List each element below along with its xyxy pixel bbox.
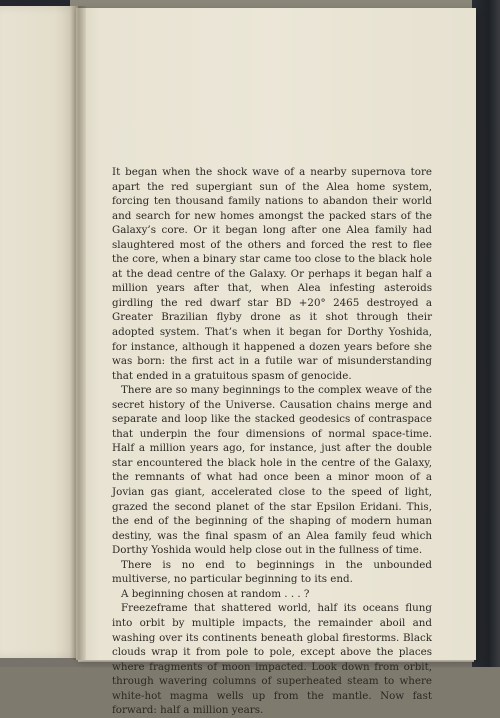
paragraph: There is no end to beginnings in the unbounded multiverse, no particular beginning to its end.: [112, 558, 432, 586]
paragraph: A beginning chosen at random . . . ?: [121, 587, 310, 600]
paragraph: It began when the shock wave of a nearby supernova tore apart the red supergiant sun of the Alea home system, forcing ten thousand family nations to abandon their world and search for new homes amongst the packed stars of the Galaxy’s core. Or it began long after one Alea family had slaughtered most of the others and forced the rest to flee the core, when a binary star came too close to the black hole at the dead centre of the Galaxy. Or perhaps it began half a million years after that, when Alea infesting asteroids girdling the red dwarf star BD +20° 2465 destroyed a Greater Brazilian flyby drone as it shot through their adopted system. That’s when it began for Dorthy Yoshida, for instance, although it happened a dozen years before she was born: the first act in a futile war of misunderstanding that ended in a gratuitous spasm of genocide.: [112, 166, 432, 382]
paragraph: Freezeframe that shattered world, half its oceans flung into orbit by multiple impacts, the remainder aboil and washing over its continents beneath global firestorms. Black clouds wrap it from pole to pole, except above the places where fragments of moon impacted. Look down from orbit, through wavering columns of superheated steam to where white-hot magma wells up from the mantle. Now fast forward: half a million years.: [112, 602, 432, 717]
left-page: [0, 6, 78, 658]
body-text: [112, 165, 432, 718]
book-gutter: [70, 6, 86, 660]
book-cover-right: [472, 0, 500, 667]
right-page: [76, 8, 476, 717]
paragraph: There are so many beginnings to the complex weave of the secret history of the Universe. Causation chains merge and separate and loop like the stacked geodesics of contraspace that underpin the four dimensions of normal space-time. Half a million years ago, for instance, just after the double star encountered the black hole in the centre of the Galaxy, the remnants of what had once been a minor moon of a Jovian gas giant, accelerated close to the speed of light, grazed the second planet of the star Epsilon Eridani. This, the end of the beginning of the shaping of modern human destiny, was the final spasm of an Alea family feud which Dorthy Yoshida would help close out in the fullness of time.: [112, 384, 432, 557]
